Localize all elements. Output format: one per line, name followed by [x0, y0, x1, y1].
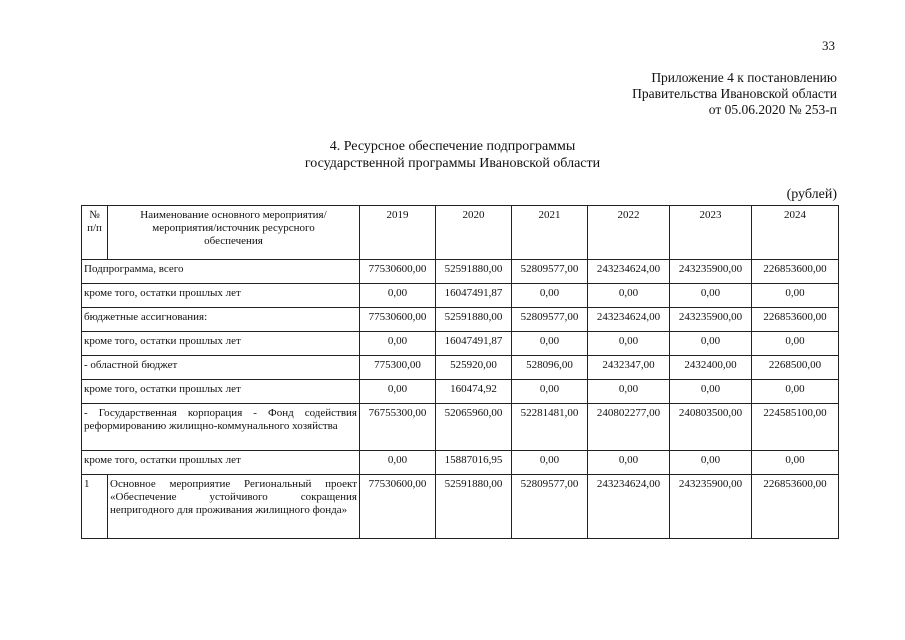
header-year: 2020	[436, 206, 512, 260]
row-value: 52591880,00	[436, 308, 512, 332]
row-value: 15887016,95	[436, 451, 512, 475]
row-value: 0,00	[512, 332, 588, 356]
row-name: кроме того, остатки прошлых лет	[82, 451, 360, 475]
appendix-line-1: Приложение 4 к постановлению	[651, 70, 837, 85]
row-name: кроме того, остатки прошлых лет	[82, 332, 360, 356]
row-value: 0,00	[512, 284, 588, 308]
row-value: 52809577,00	[512, 308, 588, 332]
row-name: Подпрограмма, всего	[82, 260, 360, 284]
row-value: 52809577,00	[512, 260, 588, 284]
row-value: 0,00	[670, 451, 752, 475]
row-value: 0,00	[512, 451, 588, 475]
row-value: 0,00	[588, 451, 670, 475]
table-row	[82, 356, 839, 380]
row-value: 0,00	[360, 332, 436, 356]
row-value: 16047491,87	[436, 332, 512, 356]
appendix-reference	[632, 70, 837, 118]
row-value: 243235900,00	[670, 260, 752, 284]
row-value: 0,00	[670, 380, 752, 404]
row-num: 1	[82, 475, 108, 539]
row-value: 240802277,00	[588, 404, 670, 451]
row-name: бюджетные ассигнования:	[82, 308, 360, 332]
row-name: кроме того, остатки прошлых лет	[82, 380, 360, 404]
row-name: - Государственная корпорация - Фонд содействия реформированию жилищно-коммунального хозяйства	[82, 404, 360, 451]
row-value: 226853600,00	[752, 308, 839, 332]
table-row	[82, 475, 839, 539]
row-value: 0,00	[512, 380, 588, 404]
row-value: 0,00	[752, 380, 839, 404]
table-row	[82, 404, 839, 451]
row-value: 52591880,00	[436, 260, 512, 284]
document-title	[0, 138, 905, 172]
row-value: 0,00	[670, 284, 752, 308]
row-value: 77530600,00	[360, 260, 436, 284]
resource-table	[81, 205, 839, 539]
table-row	[82, 451, 839, 475]
table-row	[82, 308, 839, 332]
row-value: 2432400,00	[670, 356, 752, 380]
row-value: 16047491,87	[436, 284, 512, 308]
row-value: 0,00	[588, 284, 670, 308]
row-value: 0,00	[670, 332, 752, 356]
header-year: 2024	[752, 206, 839, 260]
row-value: 775300,00	[360, 356, 436, 380]
row-value: 243234624,00	[588, 475, 670, 539]
appendix-line-3: от 05.06.2020 № 253-п	[708, 102, 837, 117]
row-value: 0,00	[588, 380, 670, 404]
page-number: 33	[822, 38, 835, 53]
header-year: 2022	[588, 206, 670, 260]
row-value: 0,00	[360, 380, 436, 404]
row-name: - областной бюджет	[82, 356, 360, 380]
table-row	[82, 284, 839, 308]
row-name: кроме того, остатки прошлых лет	[82, 284, 360, 308]
header-year: 2019	[360, 206, 436, 260]
row-value: 52281481,00	[512, 404, 588, 451]
row-value: 243234624,00	[588, 308, 670, 332]
row-value: 2432347,00	[588, 356, 670, 380]
row-value: 0,00	[752, 332, 839, 356]
title-line-1: 4. Ресурсное обеспечение подпрограммы	[329, 139, 576, 154]
row-value: 0,00	[360, 451, 436, 475]
header-year: 2021	[512, 206, 588, 260]
table-row	[82, 380, 839, 404]
row-value: 52065960,00	[436, 404, 512, 451]
row-value: 243234624,00	[588, 260, 670, 284]
table-row	[82, 260, 839, 284]
table-header-row	[82, 206, 839, 260]
row-value: 0,00	[752, 284, 839, 308]
appendix-line-2: Правительства Ивановской области	[632, 86, 837, 101]
row-value: 243235900,00	[670, 308, 752, 332]
row-value: 528096,00	[512, 356, 588, 380]
row-name: Основное мероприятие Региональный проект «Обеспечение устойчивого сокращения непригодного для проживания жилищного фонда»	[108, 475, 360, 539]
row-value: 52591880,00	[436, 475, 512, 539]
row-value: 0,00	[588, 332, 670, 356]
row-value: 160474,92	[436, 380, 512, 404]
row-value: 77530600,00	[360, 308, 436, 332]
row-value: 226853600,00	[752, 260, 839, 284]
row-value: 0,00	[360, 284, 436, 308]
row-value: 2268500,00	[752, 356, 839, 380]
row-value: 52809577,00	[512, 475, 588, 539]
row-value: 226853600,00	[752, 475, 839, 539]
units-label: (рублей)	[786, 187, 837, 202]
row-value: 77530600,00	[360, 475, 436, 539]
row-value: 240803500,00	[670, 404, 752, 451]
row-value: 224585100,00	[752, 404, 839, 451]
header-name: Наименование основного мероприятия/мероприятия/источник ресурсного обеспечения	[108, 206, 360, 260]
row-value: 525920,00	[436, 356, 512, 380]
header-num: № п/п	[82, 206, 108, 260]
row-value: 243235900,00	[670, 475, 752, 539]
header-year: 2023	[670, 206, 752, 260]
title-line-2: государственной программы Ивановской области	[304, 156, 601, 171]
row-value: 76755300,00	[360, 404, 436, 451]
table-row	[82, 332, 839, 356]
row-value: 0,00	[752, 451, 839, 475]
